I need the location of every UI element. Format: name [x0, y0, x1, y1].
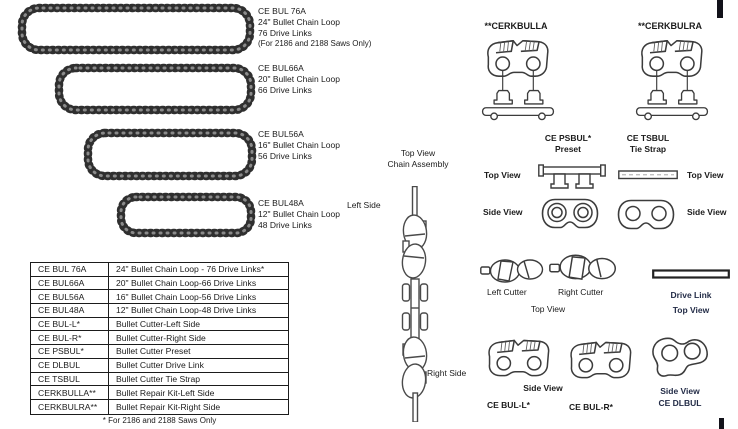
- part-description: 16" Bullet Chain Loop-56 Drive Links: [116, 291, 257, 302]
- drive-link-code-label: CE DLBUL: [658, 398, 702, 408]
- table-row: [31, 277, 288, 291]
- drive-link-top-view-label: Top View: [672, 305, 710, 315]
- page-tab-mark-top: [717, 0, 723, 18]
- chain-loop-48-drawing: [115, 191, 257, 239]
- tie-strap-top-view-drawing: [618, 170, 678, 180]
- table-row: [31, 263, 288, 277]
- tie-strap-code: CE TSBUL: [626, 133, 670, 143]
- table-row: [31, 290, 288, 304]
- loop-76-note: (For 2186 and 2188 Saws Only): [258, 39, 372, 48]
- tie-strap-top-view-label: Top View: [687, 170, 724, 180]
- preset-header: [536, 133, 600, 155]
- table-row: [31, 331, 288, 345]
- part-description: 24" Bullet Chain Loop - 76 Drive Links*: [116, 264, 265, 275]
- loop-66-desc: 20" Bullet Chain Loop: [258, 74, 340, 84]
- preset-top-view-label: Top View: [484, 170, 521, 180]
- part-number: CE BUL-L*: [31, 318, 109, 331]
- cutter-left-side-view-drawing: [481, 335, 557, 382]
- loop-56-links: 56 Drive Links: [258, 151, 312, 161]
- parts-table: [30, 262, 289, 415]
- loop-label-56: [258, 129, 340, 162]
- repair-kit-left-drawing: [478, 36, 558, 124]
- assembly-title: [378, 148, 458, 170]
- chain-loop-56-drawing: [82, 127, 258, 182]
- loop-48-links: 48 Drive Links: [258, 220, 312, 230]
- loop-label-66: [258, 63, 340, 96]
- loop-label-76: [258, 6, 371, 49]
- part-number: CE BUL 76A: [31, 263, 109, 276]
- part-number: CE BUL66A: [31, 277, 109, 290]
- table-row: [31, 318, 288, 332]
- tie-strap-side-view-label: Side View: [687, 207, 727, 217]
- preset-side-view-drawing: [541, 198, 599, 229]
- table-row: [31, 345, 288, 359]
- table-row: [31, 304, 288, 318]
- part-number: CERKBULRA**: [31, 400, 109, 414]
- loop-76-code: CE BUL 76A: [258, 6, 306, 16]
- tie-strap-name: Tie Strap: [629, 144, 667, 154]
- preset-side-view-label: Side View: [483, 207, 523, 217]
- drive-link-side-view-label: Side View: [660, 386, 700, 396]
- repair-kit-right-drawing: [632, 36, 712, 124]
- preset-top-view-drawing: [538, 161, 606, 195]
- assembly-right-side-label: Right Side: [427, 368, 467, 378]
- chain-loop-66-drawing: [53, 62, 257, 116]
- part-description: Bullet Cutter-Left Side: [116, 319, 201, 330]
- loop-48-desc: 12" Bullet Chain Loop: [258, 209, 340, 219]
- part-description: Bullet Repair Kit-Left Side: [116, 387, 215, 398]
- cutters-side-view-label: Side View: [523, 383, 563, 393]
- drive-link-label: Drive Link: [670, 290, 712, 300]
- part-number: CE BUL48A: [31, 304, 109, 317]
- right-cutter-label: Right Cutter: [558, 287, 604, 297]
- cutter-left-code-label: CE BUL-L*: [487, 400, 530, 410]
- repair-kit-right-label: **CERKBULRA: [637, 21, 702, 31]
- preset-name: Preset: [555, 144, 581, 154]
- part-description: Bullet Repair Kit-Right Side: [116, 401, 221, 412]
- part-number: CE TSBUL: [31, 373, 109, 386]
- part-description: 12" Bullet Chain Loop-48 Drive Links: [116, 305, 257, 316]
- tie-strap-header: [616, 133, 680, 155]
- preset-code: CE PSBUL*: [544, 133, 592, 143]
- left-cutter-label: Left Cutter: [487, 287, 527, 297]
- part-description: Bullet Cutter-Right Side: [116, 332, 206, 343]
- assembly-title-line1: Top View: [400, 148, 436, 158]
- loop-66-code: CE BUL66A: [258, 63, 304, 73]
- drive-link-top-view-drawing: [652, 269, 730, 279]
- part-number: CE PSBUL*: [31, 345, 109, 358]
- right-cutter-top-view-drawing: [549, 251, 619, 284]
- part-number: CE BUL56A: [31, 290, 109, 303]
- left-cutter-top-view-drawing: [480, 255, 546, 285]
- part-number: CERKBULLA**: [31, 386, 109, 399]
- part-description: 20" Bullet Chain Loop-66 Drive Links: [116, 278, 257, 289]
- part-description: Bullet Cutter Drive Link: [116, 360, 204, 371]
- chain-assembly-drawing: [393, 186, 439, 422]
- cutters-top-view-label: Top View: [530, 304, 566, 314]
- assembly-left-side-label: Left Side: [347, 200, 381, 210]
- loop-56-desc: 16" Bullet Chain Loop: [258, 140, 340, 150]
- chain-loop-76-drawing: [16, 2, 256, 56]
- table-row: [31, 373, 288, 387]
- cutter-right-side-view-drawing: [563, 337, 639, 384]
- loop-66-links: 66 Drive Links: [258, 85, 312, 95]
- loop-76-links: 76 Drive Links: [258, 28, 312, 38]
- repair-kit-left-label: **CERKBULLA: [484, 21, 548, 31]
- tie-strap-side-view-drawing: [615, 199, 677, 230]
- table-row: [31, 400, 288, 414]
- loop-48-code: CE BUL48A: [258, 198, 304, 208]
- loop-76-desc: 24" Bullet Chain Loop: [258, 17, 340, 27]
- table-row: [31, 359, 288, 373]
- loop-56-code: CE BUL56A: [258, 129, 304, 139]
- table-row: [31, 386, 288, 400]
- assembly-title-line2: Chain Assembly: [387, 159, 449, 169]
- part-number: CE BUL-R*: [31, 331, 109, 344]
- part-description: Bullet Cutter Preset: [116, 346, 191, 357]
- loop-label-48: [258, 198, 340, 231]
- cutter-right-code-label: CE BUL-R*: [569, 402, 613, 412]
- part-description: Bullet Cutter Tie Strap: [116, 373, 201, 384]
- part-number: CE DLBUL: [31, 359, 109, 372]
- drive-link-side-view-drawing: [649, 335, 711, 379]
- page-tab-mark-bottom: [719, 418, 724, 429]
- table-footnote: * For 2186 and 2188 Saws Only: [102, 416, 217, 425]
